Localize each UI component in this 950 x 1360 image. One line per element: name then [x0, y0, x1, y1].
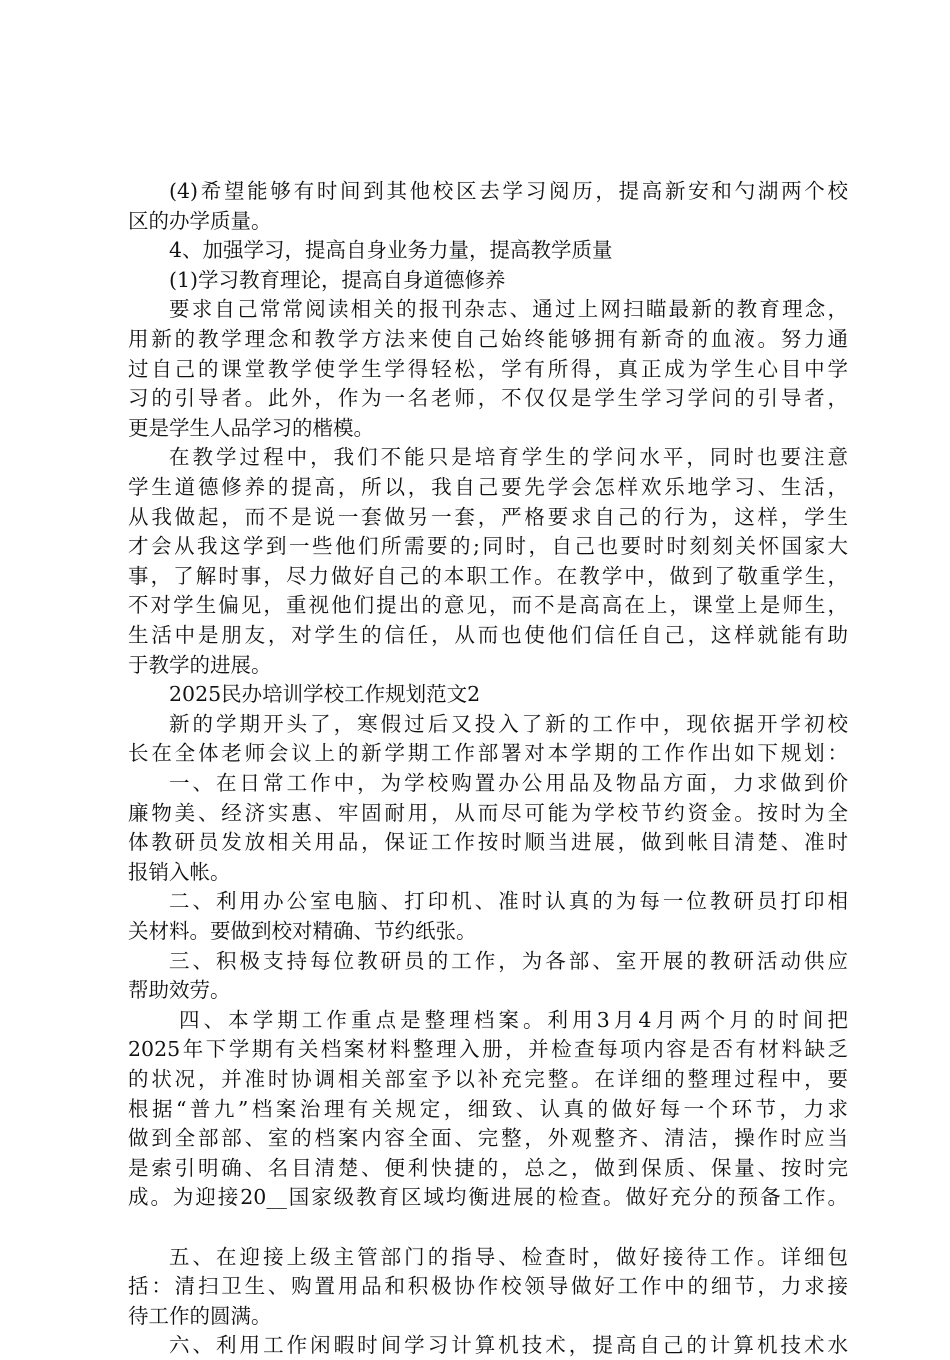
text-line: 过自己的课堂教学使学生学得轻松，学有所得，真正成为学生心目中学	[128, 357, 848, 381]
section-heading: 2025民办培训学校工作规划范文2	[169, 682, 481, 706]
text-line: 四、本学期工作重点是整理档案。利用3月4月两个月的时间把	[179, 1008, 848, 1032]
text-line: 二、利用办公室电脑、打印机、准时认真的为每一位教研员打印相	[169, 889, 848, 913]
text-line: 于教学的进展。	[128, 653, 272, 677]
text-line: (1)学习教育理论，提高自身道德修养	[169, 268, 506, 292]
text-line: 4、加强学习，提高自身业务力量，提高教学质量	[169, 238, 613, 262]
text-line: 要求自己常常阅读相关的报刊杂志、通过上网扫瞄最新的教育理念，	[169, 297, 848, 321]
text-line: 成。为迎接20__国家级教育区域均衡进展的检查。做好充分的预备工作。	[128, 1185, 848, 1209]
text-line: 五、在迎接上级主管部门的指导、检查时，做好接待工作。详细包	[169, 1245, 848, 1269]
text-line: 六、利用工作闲暇时间学习计算机技术，提高自己的计算机技术水	[169, 1333, 848, 1357]
text-line: 的状况，并准时协调相关部室予以补充完整。在详细的整理过程中，要	[128, 1067, 848, 1091]
text-line: 学生道德修养的提高，所以，我自己要先学会怎样欢乐地学习、生活，	[128, 475, 848, 499]
text-line: 用新的教学理念和教学方法来使自己始终能够拥有新奇的血液。努力通	[128, 327, 848, 351]
text-line: 体教研员发放相关用品，保证工作按时顺当进展，做到帐目清楚、准时	[128, 830, 848, 854]
text-line: 2025年下学期有关档案材料整理入册，并检查每项内容是否有材料缺乏	[128, 1037, 848, 1061]
text-line: 根据“普九”档案治理有关规定，细致、认真的做好每一个环节，力求	[128, 1097, 848, 1121]
text-line: 习的引导者。此外，作为一名老师，不仅仅是学生学习学问的引导者，	[128, 386, 848, 410]
text-line: (4)希望能够有时间到其他校区去学习阅历，提高新安和勺湖两个校	[169, 179, 848, 203]
text-line: 长在全体老师会议上的新学期工作部署对本学期的工作作出如下规划：	[128, 741, 848, 765]
text-line: 一、在日常工作中，为学校购置办公用品及物品方面，力求做到价	[169, 771, 848, 795]
text-line: 廉物美、经济实惠、牢固耐用，从而尽可能为学校节约资金。按时为全	[128, 801, 848, 825]
text-line: 区的办学质量。	[128, 209, 272, 233]
text-line: 新的学期开头了，寒假过后又投入了新的工作中，现依据开学初校	[169, 712, 848, 736]
text-line: 生活中是朋友，对学生的信任，从而也使他们信任自己，这样就能有助	[128, 623, 848, 647]
text-line: 不对学生偏见，重视他们提出的意见，而不是高高在上，课堂上是师生，	[128, 593, 848, 617]
text-line: 从我做起，而不是说一套做另一套，严格要求自己的行为，这样，学生	[128, 505, 848, 529]
text-line: 在教学过程中，我们不能只是培育学生的学问水平，同时也要注意	[169, 445, 848, 469]
text-line: 事，了解时事，尽力做好自己的本职工作。在教学中，做到了敬重学生，	[128, 564, 848, 588]
text-line: 更是学生人品学习的楷模。	[128, 416, 374, 440]
text-line: 括：清扫卫生、购置用品和积极协作校领导做好工作中的细节，力求接	[128, 1274, 848, 1298]
text-line: 报销入帐。	[128, 860, 231, 884]
text-line: 才会从我这学到一些他们所需要的;同时，自己也要时时刻刻关怀国家大	[128, 534, 848, 558]
text-line: 待工作的圆满。	[128, 1304, 272, 1328]
text-line: 做到全部部、室的档案内容全面、完整，外观整齐、清洁，操作时应当	[128, 1126, 848, 1150]
text-line: 三、积极支持每位教研员的工作，为各部、室开展的教研活动供应	[169, 949, 848, 973]
text-line: 是索引明确、名目清楚、便利快捷的，总之，做到保质、保量、按时完	[128, 1156, 848, 1180]
text-line: 关材料。要做到校对精确、节约纸张。	[128, 919, 477, 943]
text-line: 帮助效劳。	[128, 978, 231, 1002]
